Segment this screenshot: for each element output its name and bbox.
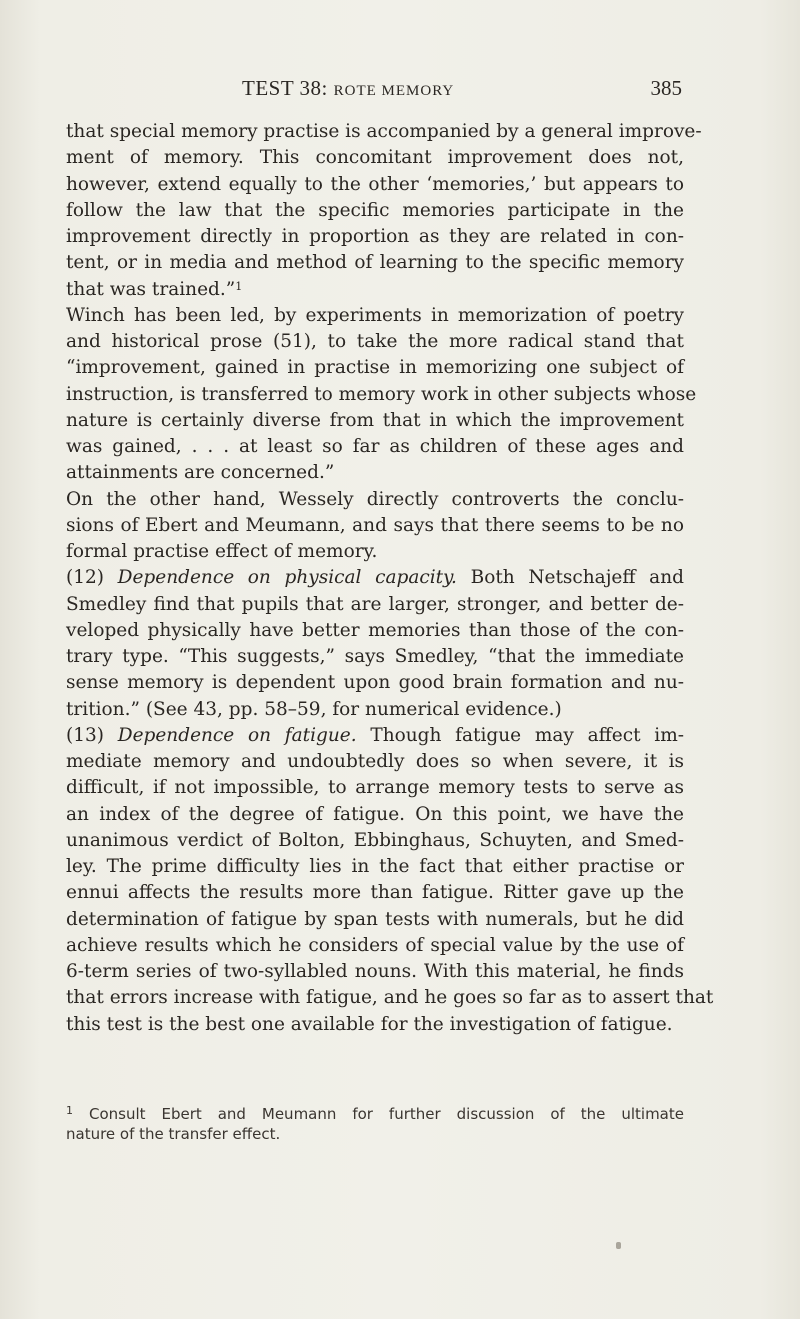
text-line: tent, or in media and method of learning to the specific memory (66, 252, 684, 274)
text-line: achieve results which he considers of special value by the use of (66, 934, 684, 956)
text-line: 6-term series of two-syllabled nouns. With this material, he finds (66, 961, 684, 982)
text-line: veloped physically have better memories than those of the con- (66, 619, 684, 641)
text-line: determination of fatigue by span tests with numerals, but he did (66, 908, 684, 930)
text-line: instruction, is transferred to memory work in other subjects whose (66, 383, 697, 405)
text-line: that was trained.”$^1$ (66, 278, 243, 300)
text-line: this test is the best one available for the investigation of fatigue. (66, 1013, 673, 1035)
test-label: TEST 38: (242, 76, 328, 100)
text-line: attainments are concerned.” (66, 462, 335, 484)
body-text (66, 119, 714, 1038)
text-line: sions of Ebert and Meumann, and says that there seems to be no (66, 514, 684, 536)
heading-12-number: (12) (66, 567, 104, 589)
text-line: unanimous verdict of Bolton, Ebbinghaus, Schuyten, and Smed- (66, 829, 684, 851)
page-number: 385 (650, 76, 682, 100)
footnote-marker: 1 (66, 1104, 73, 1117)
text-line: ment of memory. This concomitant improvement does not, (66, 147, 684, 169)
text-line: that special memory practise is accompanied by a general improve- (66, 121, 702, 142)
heading-13-number: (13) (66, 724, 104, 746)
footnote (66, 1104, 684, 1144)
text-line: nature is certainly diverse from that in which the improvement (66, 409, 684, 431)
text-line: Winch has been led, by experiments in memorization of poetry (66, 304, 684, 326)
text-line: trary type. “This suggests,” says Smedley, “that the immediate (66, 646, 684, 667)
text-line: improvement directly in proportion as they are related in con- (66, 226, 684, 247)
text-line: ennui affects the results more than fatigue. Ritter gave up the (66, 882, 684, 904)
text-line: was gained, . . . at least so far as children of these ages and (66, 436, 684, 457)
text-line: Smedley find that pupils that are larger, stronger, and better de- (66, 593, 684, 615)
text-line: “improvement, gained in practise in memorizing one subject of (66, 357, 684, 379)
text-line: sense memory is dependent upon good brain formation and nu- (66, 672, 684, 694)
footnote-line: $^1$ Consult Ebert and Meumann for further discussion of the ultimate (66, 1104, 684, 1123)
text-line: that errors increase with fatigue, and he goes so far as to assert that (66, 987, 714, 1009)
footnote-line: nature of the transfer effect. (66, 1125, 281, 1143)
text-line: trition.” (See 43, pp. 58–59, for numerical evidence.) (66, 698, 562, 720)
text-line: an index of the degree of fatigue. On this point, we have the (66, 803, 684, 825)
heading-12-title: Dependence on physical capacity. (117, 567, 457, 589)
text-line: mediate memory and undoubtedly does so when severe, it is (66, 751, 684, 772)
text-line: formal practise effect of memory. (66, 541, 378, 562)
text-line: however, extend equally to the other ‘memories,’ but appears to (66, 173, 684, 195)
text-line: and historical prose (51), to take the more radical stand that (66, 331, 684, 352)
ink-speck (616, 1242, 621, 1249)
text-line: (12) Dependence on physical capacity. Both Netschajeff and (66, 567, 684, 589)
section-title: ROTE MEMORY (333, 83, 455, 99)
text-line: follow the law that the specific memories participate in the (66, 199, 684, 221)
text-line: (13) Dependence on fatigue. Though fatigue may affect im- (66, 724, 684, 746)
heading-13-title: Dependence on fatigue. (117, 724, 357, 746)
running-header (0, 76, 800, 106)
text-line: On the other hand, Wessely directly controverts the conclu- (66, 488, 684, 510)
text-line: difficult, if not impossible, to arrange memory tests to serve as (66, 777, 684, 799)
text-line: ley. The prime difficulty lies in the fact that either practise or (66, 856, 684, 877)
footnote-ref: 1 (235, 279, 243, 293)
running-title (242, 76, 454, 101)
